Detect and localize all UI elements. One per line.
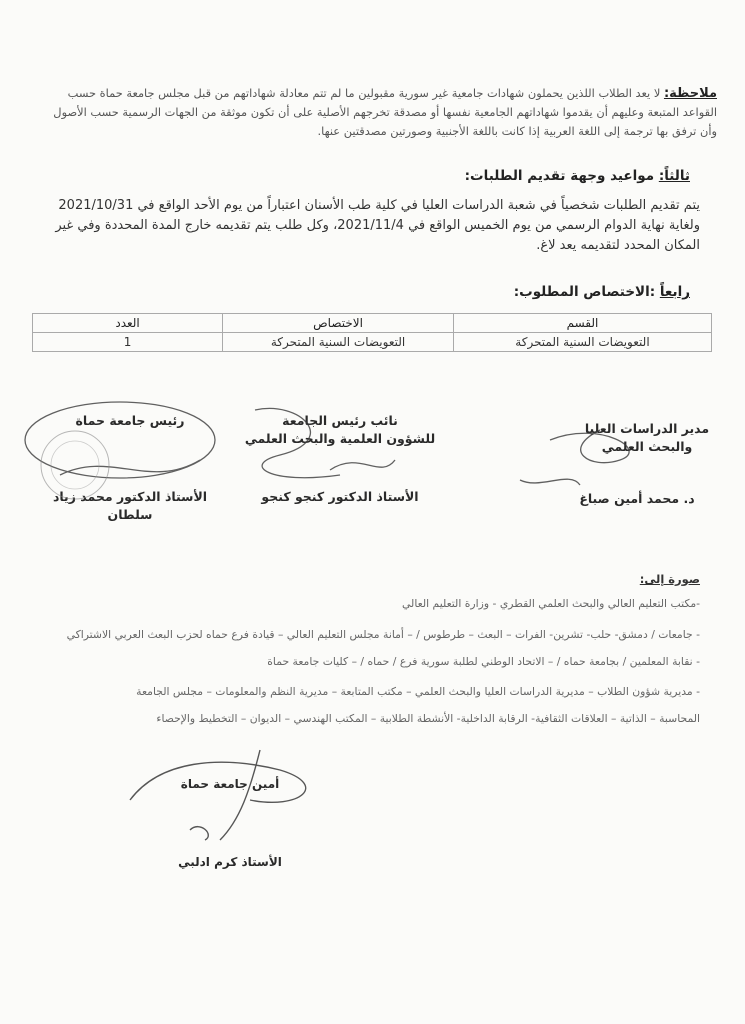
application-dates-paragraph: يتم تقديم الطلبات شخصياً في شعبة الدراسات العليا في كلية طب الأسنان اعتباراً من يوم الأحد الواقع في 2021/10/31 ولغاية نهاية الدوام الرسمي من يوم الخميس الواقع في 2021/11/4، وكل طلب يتم تقديمه خارج المدة المحددة وفي غير المكان المحدد لتقديمه يعد لاغ. <box>55 198 700 253</box>
header-specialization: الاختصاص <box>223 314 454 333</box>
secretary-signature-block <box>150 775 310 869</box>
dean-title-line1: مدير الدراسات العليا <box>584 421 710 436</box>
cell-count: 1 <box>33 333 223 352</box>
section-4-title: :الاختصاص المطلوب: <box>513 284 656 300</box>
cc-line: -مكتب التعليم العالي والبحث العلمي القطري - وزارة التعليم العالي <box>402 597 700 610</box>
note-label: ملاحظة: <box>663 86 717 101</box>
vp-title-line1: نائب رئيس الجامعة <box>282 413 398 428</box>
dean-title-line2: والبحث العلمي <box>601 439 693 454</box>
table-header-row <box>33 314 712 333</box>
section-3-heading <box>465 168 690 184</box>
header-count: العدد <box>33 314 223 333</box>
section-3-title: مواعيد وجهة تقديم الطلبات: <box>464 168 655 184</box>
president-signature-block <box>30 412 230 522</box>
cell-department: التعويضات السنية المتحركة <box>453 333 711 352</box>
secretary-handwritten-signature <box>100 740 360 850</box>
secretary-title: أمين جامعة حماة <box>180 777 280 791</box>
cell-specialization: التعويضات السنية المتحركة <box>223 333 454 352</box>
vp-name: الأستاذ الدكتور كنجو كنجو <box>261 489 419 504</box>
cc-line: - جامعات / دمشق- حلب- تشرين- الفرات – البعث – طرطوس / – أمانة مجلس التعليم العالي – قيادة فرع حماه لحزب البعث العربي الاشتراكي <box>66 628 700 641</box>
president-name: الأستاذ الدكتور محمد زياد سلطان <box>52 489 208 522</box>
cc-line: المحاسبة – الذاتية – العلاقات الثقافية- الرقابة الداخلية- الأنشطة الطلابية – المكتب الهندسي – الديوان – التخطيط والإحصاء <box>156 712 700 725</box>
dean-signature-block <box>577 420 717 506</box>
header-department: القسم <box>453 314 711 333</box>
vice-president-signature-block <box>240 412 440 504</box>
note-text: لا يعد الطلاب اللذين يحملون شهادات جامعية غير سورية مقبولين ما لم تتم معادلة شهاداتهم من قبل مجلس جامعة حماة حسب القواعد المتبعة وعليهم أن يقدموا شهاداتهم الجامعية نفسها أو مصدقة تخرجهم الأصلية على أن تكون موثقة من الجهات الرسمية حسب الأصول وأن ترفق بها ترجمة إلى اللغة العربية إذا كانت باللغة الأجنبية وصورتين مصدقتين عنها. <box>53 86 717 138</box>
secretary-name: الأستاذ كرم ادلبي <box>178 855 282 869</box>
dean-name: د. محمد أمين صباغ <box>579 491 695 506</box>
section-3-number: ثالثاً: <box>658 168 690 184</box>
section-4-number: رابعاً <box>659 284 690 300</box>
section-4-heading <box>514 284 690 300</box>
cc-title: صورة إلى: <box>639 572 700 586</box>
cc-line: - مديرية شؤون الطلاب – مديرية الدراسات العليا والبحث العلمي – مكتب المتابعة – مديرية النظم والمعلومات – مجلس الجامعة <box>136 685 700 698</box>
table-row <box>33 333 712 352</box>
vp-title-line2: للشؤون العلمية والبحث العلمي <box>244 431 436 446</box>
cc-line: - نقابة المعلمين / بجامعة حماه / – الاتحاد الوطني لطلبة سورية فرع / حماه / – كليات جامعة حماة <box>267 655 700 668</box>
note-paragraph <box>40 84 717 141</box>
specialization-table <box>32 313 712 352</box>
president-title: رئيس جامعة حماة <box>75 413 185 428</box>
